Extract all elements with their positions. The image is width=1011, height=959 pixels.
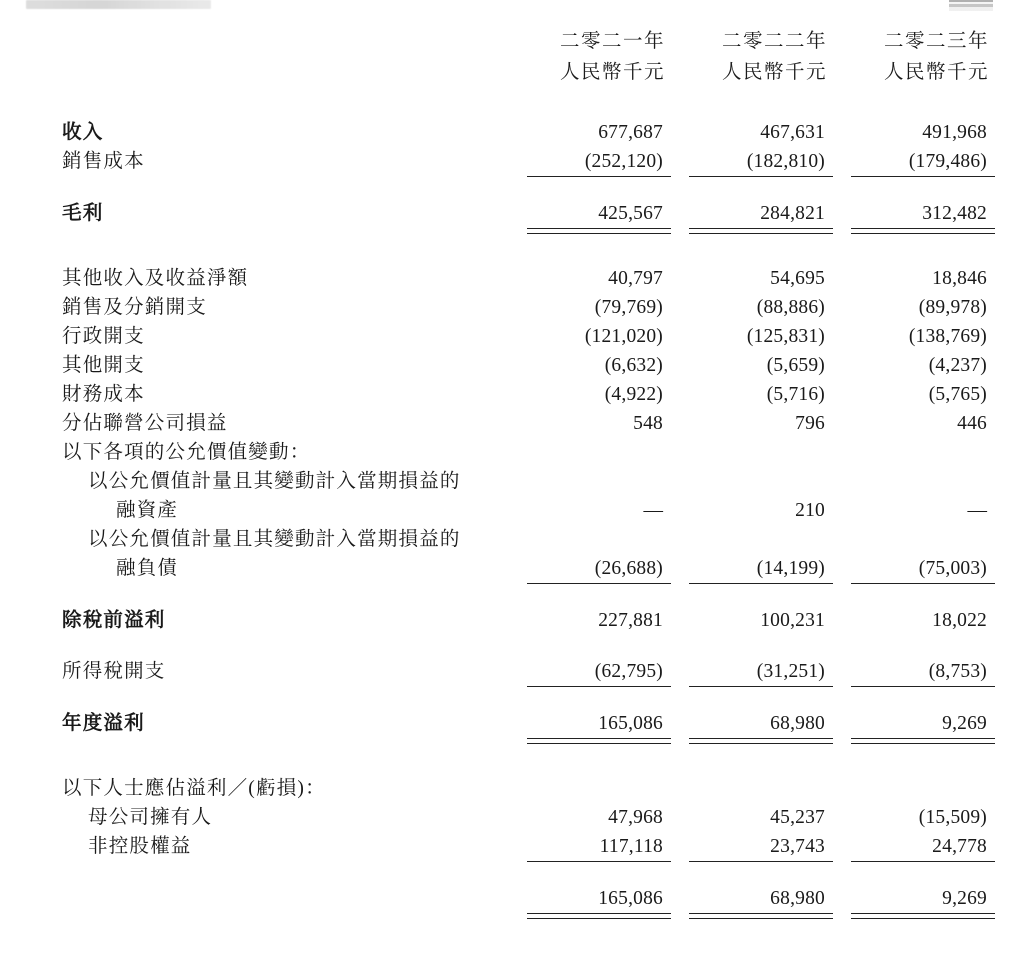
- row-value-fvtpl-assets-2022: 210: [795, 500, 825, 521]
- row-value-finance-costs-2022: (5,716): [766, 384, 825, 405]
- row-value-selling-expenses-2022: (88,886): [756, 297, 825, 318]
- table-row: [0, 118, 1011, 147]
- spacer: [0, 234, 1011, 264]
- row-label-fvtpl-assets-line2: 融資產: [116, 500, 179, 521]
- row-value-profit-for-the-year-2023: 9,269: [942, 713, 987, 734]
- row-label-fvtpl-liabilities-line1: 以公允價值計量且其變動計入當期損益的: [88, 529, 461, 550]
- row-value-fvtpl-liabilities-2023: (75,003): [918, 558, 987, 579]
- table-row: [0, 351, 1011, 380]
- table-row: [0, 525, 1011, 554]
- row-value-finance-costs-2021: (4,922): [604, 384, 663, 405]
- row-label-gross-profit: 毛利: [62, 203, 104, 224]
- row-value-cost-of-sales-2021: (252,120): [584, 151, 663, 172]
- row-value-revenue-2022: 467,631: [760, 122, 825, 143]
- row-label-income-tax: 所得稅開支: [62, 661, 166, 682]
- table-row: [0, 884, 1011, 913]
- table-row: [0, 774, 1011, 803]
- row-label-finance-costs: 財務成本: [62, 384, 145, 405]
- row-value-attributable-total-2021: 165,086: [598, 888, 663, 909]
- table-row: [0, 832, 1011, 861]
- row-value-admin-expenses-2022: (125,831): [746, 326, 825, 347]
- rule-cell: [687, 913, 835, 919]
- row-value-gross-profit-2021: 425,567: [598, 203, 663, 224]
- row-label-revenue: 收入: [62, 122, 104, 143]
- row-value-share-of-associates-2022: 796: [795, 413, 825, 434]
- row-value-non-controlling-interests-2021: 117,118: [599, 836, 663, 857]
- row-value-income-tax-2021: (62,795): [594, 661, 663, 682]
- column-header-unit-3: 人民幣千元: [883, 62, 989, 83]
- row-value-other-income-2023: 18,846: [932, 268, 987, 289]
- row-label-other-expenses: 其他開支: [62, 355, 145, 376]
- row-value-profit-before-tax-2023: 18,022: [932, 610, 987, 631]
- row-value-other-expenses-2021: (6,632): [604, 355, 663, 376]
- row-value-non-controlling-interests-2022: 23,743: [770, 836, 825, 857]
- spacer: [0, 862, 1011, 884]
- spacer: [0, 744, 1011, 774]
- row-value-share-of-associates-2021: 548: [633, 413, 663, 434]
- row-value-gross-profit-2023: 312,482: [922, 203, 987, 224]
- row-value-selling-expenses-2021: (79,769): [594, 297, 663, 318]
- row-label-selling-expenses: 銷售及分銷開支: [62, 297, 207, 318]
- row-label-non-controlling-interests: 非控股權益: [88, 836, 192, 857]
- row-label-profit-for-the-year: 年度溢利: [62, 713, 145, 734]
- column-header-unit-2: 人民幣千元: [721, 62, 827, 83]
- row-value-admin-expenses-2021: (121,020): [584, 326, 663, 347]
- rule-cell: [849, 913, 997, 919]
- total-double-rule-row: [0, 913, 1011, 919]
- table-row: [0, 438, 1011, 467]
- row-value-income-tax-2023: (8,753): [928, 661, 987, 682]
- table-row: [0, 147, 1011, 176]
- header-blank-cell: [0, 26, 525, 57]
- row-value-cost-of-sales-2023: (179,486): [908, 151, 987, 172]
- row-value-fvtpl-liabilities-2022: (14,199): [756, 558, 825, 579]
- row-value-other-expenses-2023: (4,237): [928, 355, 987, 376]
- scan-artifact-page-marker: [949, 0, 993, 11]
- row-label-owners-of-parent: 母公司擁有人: [88, 807, 213, 828]
- table-row: [0, 409, 1011, 438]
- rule-cell: [525, 913, 673, 919]
- row-value-owners-of-parent-2021: 47,968: [608, 807, 663, 828]
- row-value-owners-of-parent-2022: 45,237: [770, 807, 825, 828]
- scan-artifact-header: [26, 0, 211, 9]
- row-value-other-income-2021: 40,797: [608, 268, 663, 289]
- row-value-other-income-2022: 54,695: [770, 268, 825, 289]
- spacer: [0, 687, 1011, 709]
- row-value-income-tax-2022: (31,251): [756, 661, 825, 682]
- row-value-profit-before-tax-2022: 100,231: [760, 610, 825, 631]
- row-value-cost-of-sales-2022: (182,810): [746, 151, 825, 172]
- column-header-year-2: 二零二二年: [721, 31, 827, 52]
- row-label-cost-of-sales: 銷售成本: [62, 151, 145, 172]
- row-value-fvtpl-assets-2021: —: [643, 500, 663, 521]
- table-row: [0, 293, 1011, 322]
- table-row: [0, 657, 1011, 686]
- row-value-profit-for-the-year-2021: 165,086: [598, 713, 663, 734]
- table-row: [0, 496, 1011, 525]
- table-row: [0, 322, 1011, 351]
- spacer: [0, 584, 1011, 606]
- table-row: [0, 380, 1011, 409]
- row-value-selling-expenses-2023: (89,978): [918, 297, 987, 318]
- row-value-profit-for-the-year-2022: 68,980: [770, 713, 825, 734]
- row-value-non-controlling-interests-2023: 24,778: [932, 836, 987, 857]
- row-label-fvtpl-assets-line1: 以公允價值計量且其變動計入當期損益的: [88, 471, 461, 492]
- row-label-fvtpl-liabilities-line2: 融負債: [116, 558, 179, 579]
- financial-statement-table: [0, 26, 1011, 919]
- spacer: [0, 177, 1011, 199]
- table-header-year-row: [0, 26, 1011, 57]
- row-value-attributable-total-2023: 9,269: [942, 888, 987, 909]
- table-row: [0, 554, 1011, 583]
- table-row: [0, 467, 1011, 496]
- row-label-attributable-total: [0, 884, 525, 913]
- table-header-unit-row: [0, 57, 1011, 88]
- table-row: [0, 803, 1011, 832]
- row-value-attributable-total-2022: 68,980: [770, 888, 825, 909]
- row-value-fvtpl-assets-2023: —: [967, 500, 987, 521]
- row-value-other-expenses-2022: (5,659): [766, 355, 825, 376]
- spacer: [0, 88, 1011, 118]
- table-row: [0, 606, 1011, 635]
- row-label-other-income: 其他收入及收益淨額: [62, 268, 249, 289]
- row-value-revenue-2021: 677,687: [598, 122, 663, 143]
- column-header-year-1: 二零二一年: [559, 31, 665, 52]
- row-value-revenue-2023: 491,968: [922, 122, 987, 143]
- row-label-share-of-associates: 分佔聯營公司損益: [62, 413, 228, 434]
- row-label-profit-before-tax: 除稅前溢利: [62, 610, 166, 631]
- row-value-fvtpl-liabilities-2021: (26,688): [594, 558, 663, 579]
- row-label-admin-expenses: 行政開支: [62, 326, 145, 347]
- row-label-attributable-header: 以下人士應佔溢利／(虧損)：: [62, 778, 326, 799]
- spacer: [0, 635, 1011, 657]
- column-header-year-3: 二零二三年: [883, 31, 989, 52]
- row-value-gross-profit-2022: 284,821: [760, 203, 825, 224]
- row-value-share-of-associates-2023: 446: [957, 413, 987, 434]
- page-header-strip: [0, 0, 1011, 14]
- table-row: [0, 709, 1011, 738]
- row-value-finance-costs-2023: (5,765): [928, 384, 987, 405]
- row-value-admin-expenses-2023: (138,769): [908, 326, 987, 347]
- row-label-fair-value-changes-header: 以下各項的公允價值變動：: [62, 442, 311, 463]
- header-blank-cell-2: [0, 57, 525, 88]
- row-value-owners-of-parent-2023: (15,509): [918, 807, 987, 828]
- column-header-unit-1: 人民幣千元: [559, 62, 665, 83]
- row-value-profit-before-tax-2021: 227,881: [598, 610, 663, 631]
- table-row: [0, 264, 1011, 293]
- table-row: [0, 199, 1011, 228]
